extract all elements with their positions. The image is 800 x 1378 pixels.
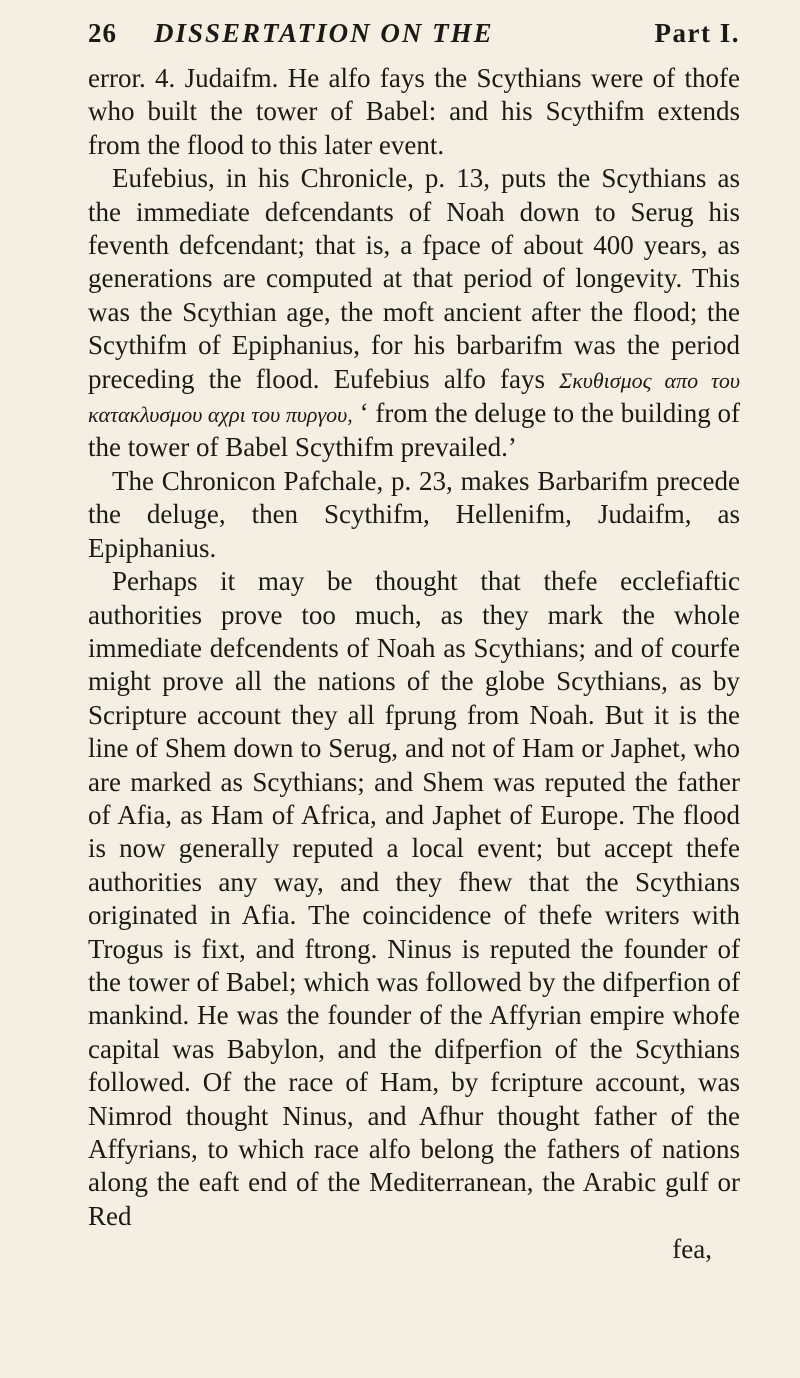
greek-quotation: Σκυθισμος απο του κατακλυσμου αχρι του πυργου,: [88, 367, 740, 428]
part-label: Part I.: [654, 18, 740, 48]
running-title: DISSERTATION ON THE: [154, 18, 494, 48]
running-header: [88, 18, 740, 58]
body-text: [88, 62, 740, 1233]
paragraph-2: [88, 162, 740, 465]
paragraph-4: Perhaps it may be thought that thefe ecclefiaftic authorities prove too much, as they mark the whole immediate defcendents of Noah as Scythians; and of courfe might prove all the nations of the globe Scythians, as by Scripture account they all fprung from Noah. But it is the line of Shem down to Serug, and not of Ham or Japhet, who are marked as Scythians; and Shem was reputed the father of Afia, as Ham of Africa, and Japhet of Europe. The flood is now generally reputed a local event; but accept thefe authorities any way, and they fhew that the Scythians originated in Afia. The coincidence of thefe writers with Trogus is fixt, and ftrong. Ninus is reputed the founder of the tower of Babel; which was followed by the difperfion of mankind. He was the founder of the Affyrian empire whofe capital was Babylon, and the difperfion of the Scythians followed. Of the race of Ham, by fcripture account, was Nimrod thought Ninus, and Afhur thought father of the Affyrians, to which race alfo belong the fathers of nations along the eaft end of the Mediterranean, the Arabic gulf or Red: [88, 566, 740, 1231]
paragraph-3: The Chronicon Pafchale, p. 23, makes Barbarifm precede the deluge, then Scythifm, Hellenifm, Judaifm, as Epiphanius.: [88, 465, 740, 563]
page-number: 26: [88, 18, 117, 48]
paragraph-2-text: Eufebius, in his Chronicle, p. 13, puts the Scythians as the immediate defcendants of Noah down to Serug his feventh defcendant; that is, a fpace of about 400 years, as generations are computed at that period of longevity. This was the Scythian age, the moft ancient after the flood; the Scythifm of Epiphanius, for his barbarifm was the period preceding the flood. Eufebius alfo fays: [88, 163, 740, 394]
paragraph-1: error. 4. Judaifm. He alfo fays the Scythians were of thofe who built the tower of Babel: and his Scythifm extends from the flood to this later event.: [88, 63, 740, 160]
catchword: fea,: [672, 1234, 712, 1265]
paragraph-2-translation: ‘ from the deluge to the building of the tower of Babel Scythifm prevailed.’: [88, 398, 740, 463]
